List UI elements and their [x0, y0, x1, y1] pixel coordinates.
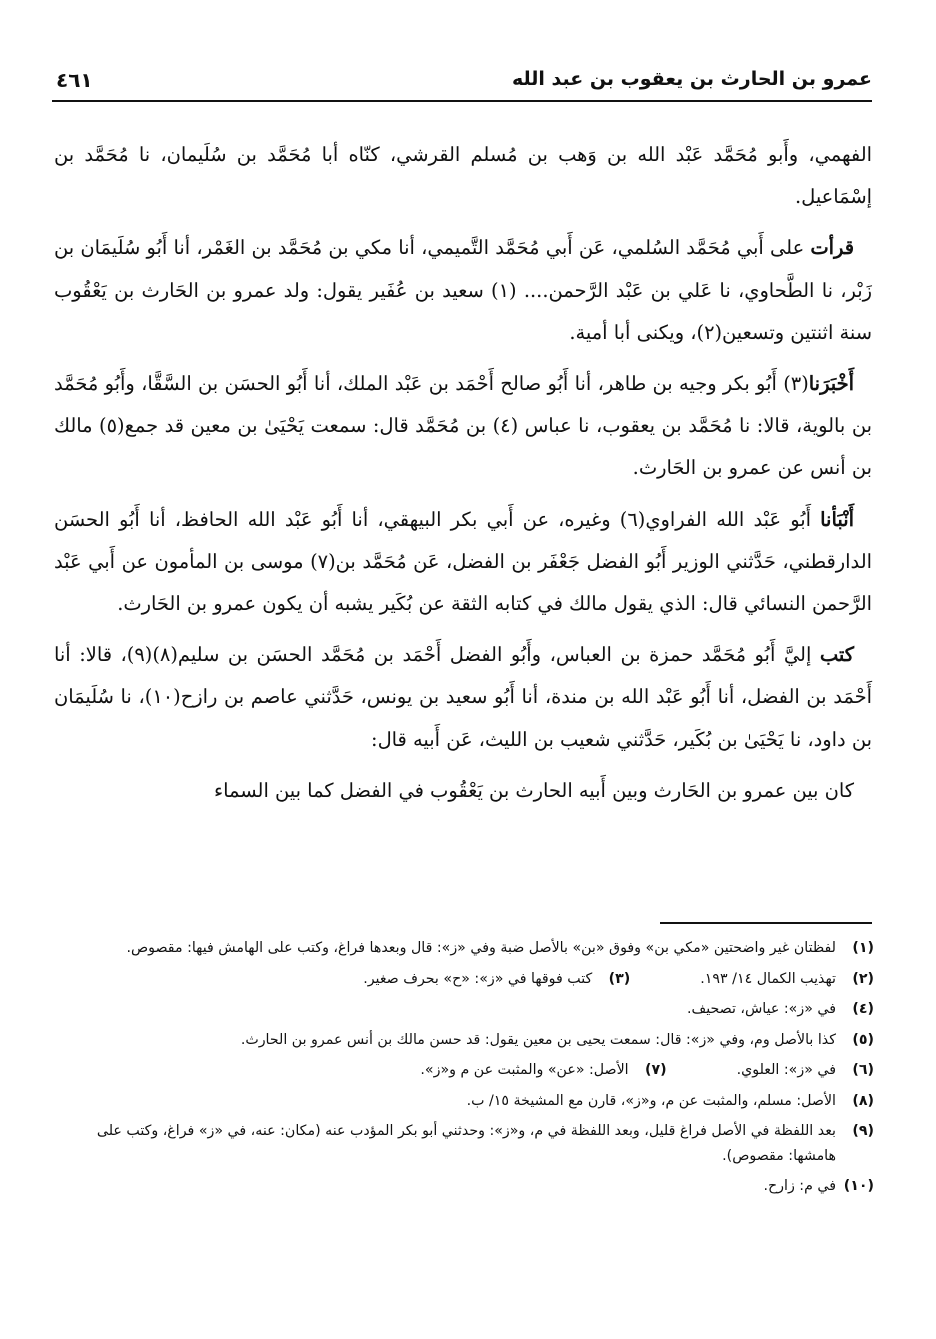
footnote-number: (٦): [852, 1062, 874, 1078]
footnote-row-6-7: [48, 1058, 874, 1083]
footnote-number: (٨): [852, 1092, 874, 1109]
page-header: [52, 66, 872, 102]
footnote-number: (٤): [852, 1001, 874, 1017]
footnote-6: [737, 1058, 874, 1083]
main-text: [54, 134, 872, 821]
paragraph-text: على أَبي مُحَمَّد السُلمي، عَن أَبي مُحَمَّد التَّميمي، أنا مكي بن مُحَمَّد بن الغَمْر، أنا أَبُو سُلَيمَان بن زَبْر، نا الطَّحاوي، نا عَلي بن عَبْد الرَّحمن.... (١) سعيد بن عُفَير يقول: ولد عمرو بن الحَارث بن يَعْقُوب سنة اثنتين وتسعين(٢)، ويكنى أبا أمية.: [54, 236, 872, 344]
paragraph-lead-word: أَخْبَرَنا: [808, 372, 854, 396]
footnote-8: [48, 1089, 874, 1114]
footnote-row-2-3: [48, 967, 874, 992]
footnote-7: [420, 1058, 666, 1083]
footnote-text: بعد اللفظة في الأصل فراغ قليل، وبعد اللفظة في م، و«ز»: وحدثني أبو بكر المؤدب عنه (مكان: عنه، في «ز» فراغ، وكتب على هامشها: مقصوص).: [96, 1123, 836, 1164]
paragraph-lead-word: أَنْبَأنا: [820, 507, 854, 531]
paragraph-lead-word: قرأت: [810, 236, 854, 260]
footnote-number: (٧): [644, 1062, 667, 1078]
footnote-text: الأصل: «عن» والمثبت عن م و«ز».: [420, 1062, 629, 1078]
paragraph-text: كان بين عمرو بن الحَارث وبين أَبيه الحارث بن يَعْقُوب في الفضل كما بين السماء: [214, 778, 854, 802]
running-title: عمرو بن الحارث بن يعقوب بن عبد الله: [511, 68, 872, 90]
paragraph-5: [54, 634, 872, 761]
footnote-text: كتب فوقها في «ز»: «ح» بحرف صغير.: [363, 970, 593, 987]
paragraph-6: [54, 770, 872, 812]
footnote-5: [48, 1028, 874, 1053]
footnote-text: الأصل: مسلم، والمثبت عن م، و«ز»، قارن مع المشيخة ١٥/ ب.: [466, 1092, 836, 1109]
footnote-text: في م: زارح.: [763, 1178, 836, 1194]
footnote-number: (٩): [852, 1123, 874, 1139]
paragraph-text: (٣) أَبُو بكر وجيه بن طاهر، أنا أَبُو صالح أَحْمَد بن عَبْد الملك، أنا أَبُو الحسَن بن السَّقَّا، وأَبُو مُحَمَّد بن بالوية، قالا: نا مُحَمَّد بن يعقوب، نا عباس (٤) بن مُحَمَّد قال: سمعت يَحْيَىٰ بن معين قد جمع(٥) مالك بن أنس عن عمرو بن الحَارث.: [54, 372, 872, 480]
paragraph-text: إليَّ أَبُو مُحَمَّد حمزة بن العباس، وأَبُو الفضل أَحْمَد بن مُحَمَّد الحسَن بن سليم(٨)(٩)، قالا: أنا أَحْمَد بن الفضل، أنا أَبُو عَبْد الله بن مندة، أنا أَبُو سعيد بن يونس، حَدَّثني عاصم بن رازح(١٠)، نا سُلَيمَان بن داود، نا يَحْيَىٰ بن بُكَير، حَدَّثني شعيب بن الليث، عَن أَبيه قال:: [54, 643, 872, 751]
footnote-separator: [660, 922, 872, 924]
footnote-number: (٣): [608, 970, 631, 987]
footnote-1: [48, 936, 874, 961]
footnote-2: [700, 967, 874, 992]
footnote-4: [48, 997, 874, 1022]
footnote-number: (١٠): [843, 1178, 874, 1194]
paragraph-text: الفهمي، وأَبو مُحَمَّد عَبْد الله بن وَهب بن مُسلم القرشي، كنّاه أبا مُحَمَّد بن سُلَيمان، نا مُحَمَّد بن إسْمَاعيل.: [54, 143, 872, 209]
footnote-9: [48, 1119, 874, 1168]
paragraph-2: [54, 227, 872, 354]
footnote-3: [363, 967, 630, 992]
page-number: ٤٦١: [56, 68, 93, 92]
footnote-number: (١): [852, 940, 874, 956]
paragraph-3: [54, 363, 872, 490]
footnote-10: [48, 1174, 874, 1199]
footnote-text: لفظتان غير واضحتين «مكي بن» وفوق «بن» بالأصل ضبة وفي «ز»: قال وبعدها فراغ، وكتب على الهامش فيها: مقصوص.: [126, 940, 836, 956]
paragraph-lead-word: كتب: [819, 643, 854, 667]
footnote-text: في «ز»: العلوي.: [736, 1062, 836, 1078]
paragraph-text: أَبُو عَبْد الله الفراوي(٦) وغيره، عن أَبي بكر البيهقي، أنا أَبُو عَبْد الله الحافظ، أنا أَبُو الحسَن الدارقطني، حَدَّثني الوزير أَبُو الفضل جَعْفَر بن الفضل، عَن مُحَمَّد بن(٧) موسى بن المأمون عن أَبي عَبْد الرَّحمن النسائي قال: الذي يقول مالك في كتابه الثقة عن بُكَير يشبه أن يكون عمرو بن الحَارث.: [54, 507, 873, 616]
footnote-text: تهذيب الكمال ١٤/ ١٩٣.: [700, 970, 836, 987]
footnotes: [48, 936, 874, 1205]
paragraph-1: [54, 134, 872, 218]
footnote-text: كذا بالأصل وم، وفي «ز»: قال: سمعت يحيى بن معين يقول: قد حسن مالك بن أنس عمرو بن الحارث.: [240, 1031, 836, 1048]
paragraph-4: [54, 499, 872, 626]
footnote-number: (٢): [852, 970, 874, 987]
footnote-text: في «ز»: عياش، تصحيف.: [687, 1001, 836, 1017]
footnote-number: (٥): [852, 1031, 874, 1048]
